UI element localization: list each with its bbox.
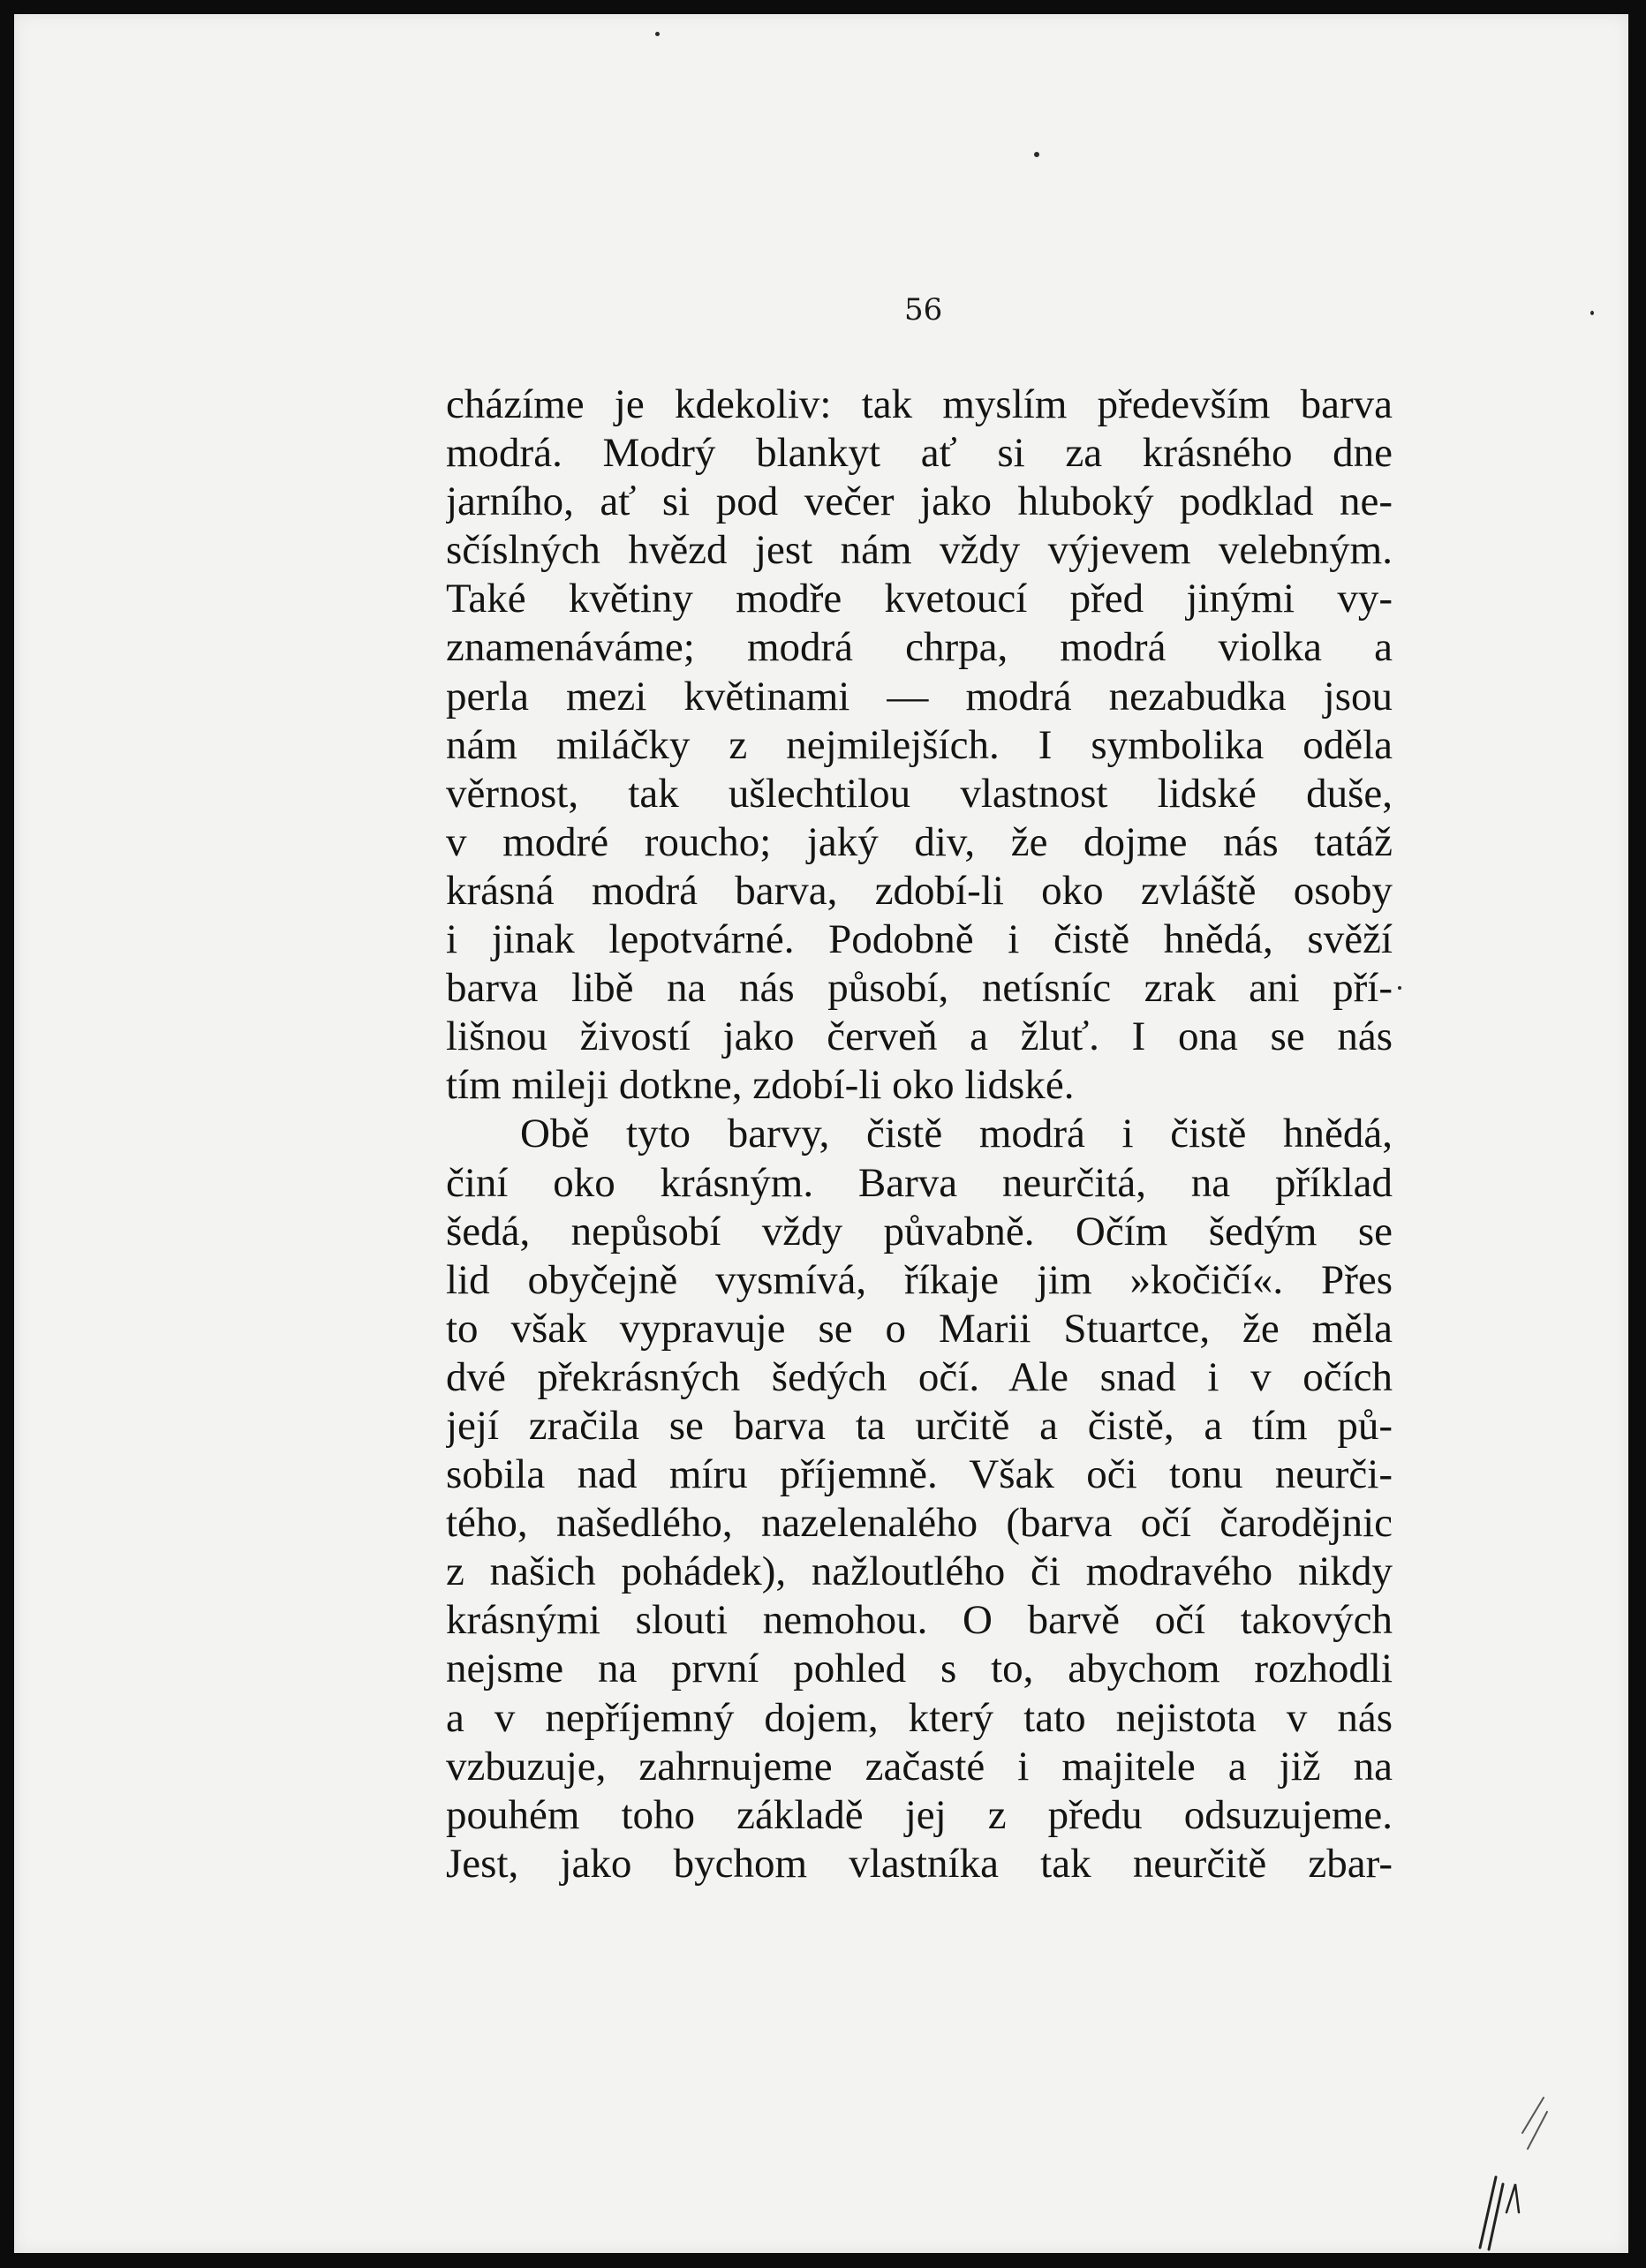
text-line: barva libě na nás působí, netísníc zrak ani pří- [446, 965, 1393, 1012]
ink-speck [1398, 986, 1401, 990]
text-line: Jest, jako bychom vlastníka tak neurčitě zbar- [446, 1840, 1393, 1887]
book-page [14, 14, 1628, 2253]
text-line: i jinak lepotvárné. Podobně i čistě hnědá, svěží [446, 916, 1393, 963]
text-line: dvé překrásných šedých očí. Ale snad i v očích [446, 1353, 1393, 1400]
page-number: 56 [904, 292, 943, 328]
text-line: nejsme na první pohled s to, abychom rozhodli [446, 1646, 1393, 1692]
text-line: vzbuzuje, zahrnujeme začasté i majitele a již na [446, 1743, 1393, 1790]
ink-speck [1034, 152, 1039, 157]
text-line: sobila nad míru příjemně. Však oči tonu neurči- [446, 1451, 1393, 1498]
text-line: tého, našedlého, nazelenalého (barva očí čarodějnic [446, 1500, 1393, 1547]
text-line: jarního, ať si pod večer jako hluboký podklad ne- [446, 478, 1393, 525]
text-line: krásnými slouti nemohou. O barvě očí takových [446, 1597, 1393, 1644]
text-line: modrá. Modrý blankyt ať si za krásného dne [446, 430, 1393, 477]
text-line: šedá, nepůsobí vždy půvabně. Očím šedým se [446, 1208, 1393, 1255]
text-line: sčíslných hvězd jest nám vždy výjevem velebným. [446, 527, 1393, 574]
body-text [446, 381, 1393, 1888]
text-line: Obě tyto barvy, čistě modrá i čistě hnědá, [520, 1111, 1393, 1157]
ink-speck [655, 32, 660, 36]
handwritten-mark-icon [1462, 2080, 1559, 2257]
ink-speck [1590, 311, 1594, 315]
text-line: v modré roucho; jaký div, že dojme nás tatáž [446, 818, 1393, 865]
text-line: její zračila se barva ta určitě a čistě, a tím pů- [446, 1402, 1393, 1449]
text-line: to však vypravuje se o Marii Stuartce, že měla [446, 1305, 1393, 1352]
text-line: cházíme je kdekoliv: tak myslím především barva [446, 381, 1393, 427]
text-line: Také květiny modře kvetoucí před jinými vy- [446, 576, 1393, 622]
text-line: činí oko krásným. Barva neurčitá, na příklad [446, 1159, 1393, 1206]
text-line: věrnost, tak ušlechtilou vlastnost lidské duše, [446, 770, 1393, 817]
text-line: a v nepříjemný dojem, který tato nejistota v nás [446, 1694, 1393, 1741]
text-line: pouhém toho základě jej z předu odsuzujeme. [446, 1791, 1393, 1838]
text-line: lid obyčejně vysmívá, říkaje jim »kočičí«. Přes [446, 1256, 1393, 1303]
text-line: tím mileji dotkne, zdobí-li oko lidské. [446, 1062, 1075, 1109]
text-line: krásná modrá barva, zdobí-li oko zvláště osoby [446, 867, 1393, 914]
text-line: nám miláčky z nejmilejších. I symbolika oděla [446, 721, 1393, 768]
text-line: perla mezi květinami — modrá nezabudka jsou [446, 673, 1393, 720]
text-line: znamenáváme; modrá chrpa, modrá violka a [446, 624, 1393, 671]
text-line: z našich pohádek), nažloutlého či modravého nikdy [446, 1548, 1393, 1595]
text-line: lišnou živostí jako červeň a žluť. I ona se nás [446, 1013, 1393, 1060]
